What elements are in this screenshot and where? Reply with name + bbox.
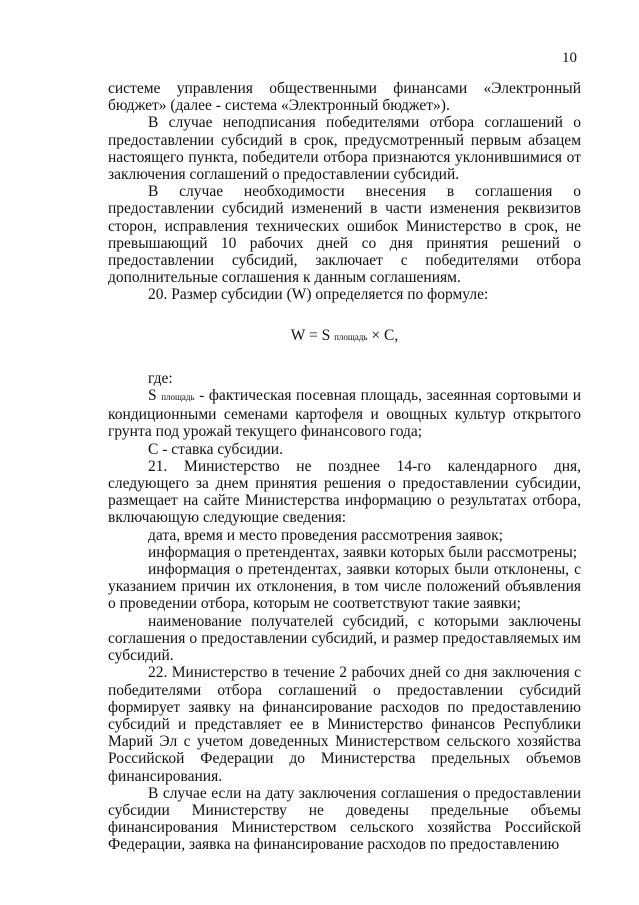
- definition-s-text: - фактическая посевная площадь, засеянная сортовыми и кондиционными семенами картофеля и овощных культур открытого грунта под урожай текущего финансового года;: [108, 387, 581, 441]
- list-item-rejected: информация о претендентах, заявки которых были отклонены, с указанием причин их отклонения, в том числе положений объявления о проведении отбора, которым не соответствуют такие заявки;: [108, 561, 581, 613]
- definition-s-symbol: S: [148, 387, 157, 405]
- list-item-reviewed: информация о претендентах, заявки которых были рассмотрены;: [148, 543, 578, 561]
- paragraph-amendments: В случае необходимости внесения в соглашения о предоставлении субсидий изменений в части изменения реквизитов сторон, исправления технических ошибок Министерство в срок, не превышающий 10 рабочих дней со дня принятия решений о предоставлении субсидий, заключает с победителями отбора дополнительные соглашения к данным соглашениям.: [108, 183, 581, 287]
- definition-s: [108, 387, 581, 441]
- paragraph-electronic-budget: системе управления общественными финансами «Электронный бюджет» (далее - система «Электронный бюджет»).: [108, 80, 581, 115]
- page-number: 10: [562, 50, 577, 66]
- paragraph-item-21: 21. Министерство не позднее 14-го календарного дня, следующего за днем принятия решения о предоставлении субсидии, размещает на сайте Министерства информацию о результатах отбора, включающую следующие сведения:: [108, 457, 581, 527]
- definition-c: С - ставка субсидии.: [148, 440, 283, 458]
- formula-lhs: W = S: [290, 326, 331, 344]
- definition-s-subscript: площадь: [161, 392, 195, 403]
- paragraph-item-20: 20. Размер субсидии (W) определяется по формуле:: [148, 286, 489, 304]
- formula-rhs: × C,: [371, 326, 399, 344]
- where-label: где:: [148, 369, 173, 387]
- list-item-date-time: дата, время и место проведения рассмотрения заявок;: [148, 526, 503, 544]
- list-item-recipients: наименование получателей субсидий, с которыми заключены соглашения о предоставлении субсидий, и размер предоставляемых им субсидий.: [108, 612, 581, 665]
- paragraph-financing-limits: В случае если на дату заключения соглашения о предоставлении субсидии Министерству не доведены предельные объемы финансирования Министерством сельского хозяйства Российской Федерации, заявка на финансирование расходов по предоставлению: [108, 784, 581, 854]
- subsidy-formula: [108, 327, 581, 346]
- document-body: [108, 80, 581, 854]
- formula-subscript: площадь: [334, 331, 368, 342]
- paragraph-non-signing: В случае неподписания победителями отбора соглашений о предоставлении субсидий в срок, предусмотренный первым абзацем настоящего пункта, победители отбора признаются уклонившимися от заключения соглашений о предоставлении субсидий.: [108, 114, 581, 184]
- paragraph-item-22: 22. Министерство в течение 2 рабочих дней со дня заключения с победителями отбора соглашений о предоставлении субсидий формирует заявку на финансирование расходов по предоставлению субсидий и представляет ее в Министерство финансов Республики Марий Эл с учетом доведенных Министерством сельского хозяйства Российской Федерации до Министерства предельных объемов финансирования.: [108, 664, 581, 785]
